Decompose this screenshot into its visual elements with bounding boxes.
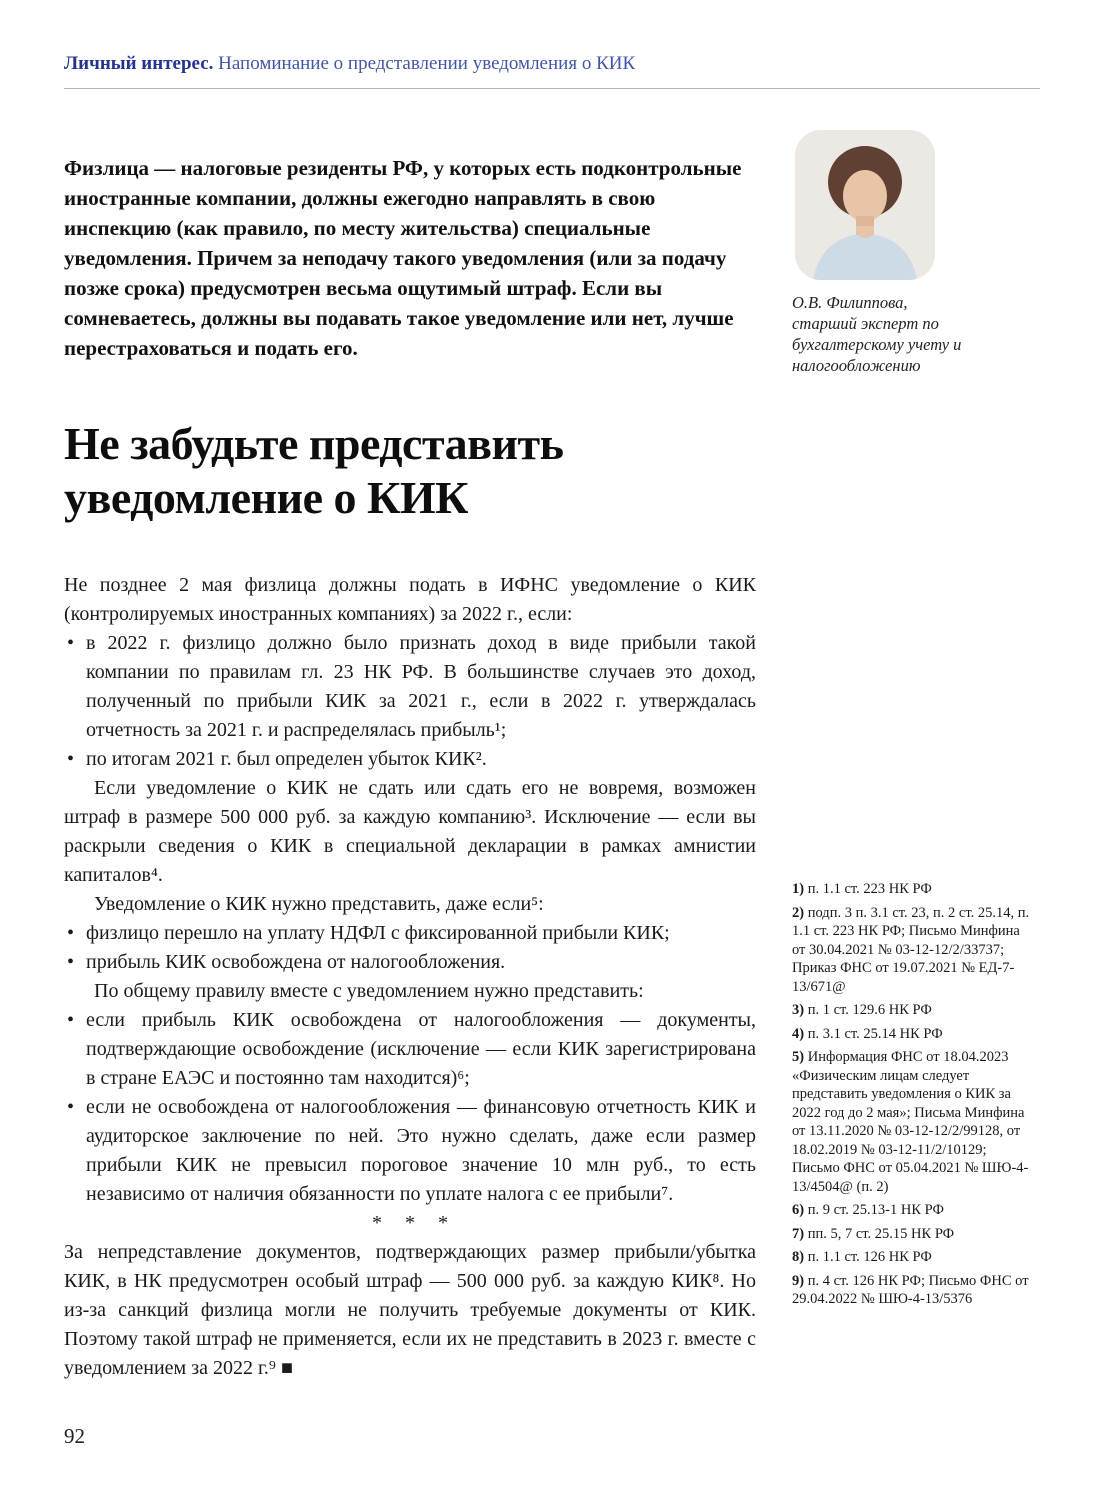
- footnote-text: п. 1.1 ст. 223 НК РФ: [807, 881, 932, 897]
- footnote-number: 7): [792, 1225, 805, 1242]
- footnote-text: п. 1 ст. 129.6 НК РФ: [807, 1002, 932, 1018]
- bullet-item: • если прибыль КИК освобождена от налогообложения — документы, подтверждающие освобождение (исключение — если КИК зарегистрирована в стране ЕАЭС и постоянно там находится)⁶;: [64, 1006, 756, 1093]
- bullet-list: [64, 629, 756, 774]
- section-separator: * * *: [372, 1212, 457, 1234]
- footnote: [792, 1048, 1034, 1196]
- article-title: Не забудьте представить уведомление о КИК: [64, 418, 564, 523]
- kicker-section-title: Личный интерес.: [64, 53, 214, 74]
- author-photo: [795, 130, 935, 280]
- footnote-number: 4): [792, 1025, 805, 1042]
- footnote-text: подп. 3 п. 3.1 ст. 23, п. 2 ст. 25.14, п. 1.1 ст. 223 НК РФ; Письмо Минфина от 30.04.2021 № 03-12-12/2/33737; Приказ ФНС от 19.07.2021 № ЕД-7-13/671@: [792, 904, 1030, 995]
- footnote: [792, 1001, 1034, 1020]
- footnote: [792, 1201, 1034, 1220]
- footnote-text: пп. 5, 7 ст. 25.15 НК РФ: [807, 1225, 955, 1242]
- footnote: [792, 1025, 1034, 1044]
- body-paragraph: Не позднее 2 мая физлица должны подать в ИФНС уведомление о КИК (контролируемых иностранных компаниях) за 2022 г., если:: [64, 574, 756, 625]
- bullet-item: • по итогам 2021 г. был определен убыток КИК².: [64, 745, 756, 774]
- header-divider: [64, 88, 1040, 89]
- bullet-list: [64, 919, 756, 977]
- author-name: О.В. Филиппова,: [792, 293, 908, 312]
- intro-paragraph: Физлица — налоговые резиденты РФ, у которых есть подконтрольные иностранные компании, должны ежегодно направлять в свою инспекцию (как правило, по месту жительства) специальные уведомления. Причем за неподачу такого уведомления (или за подачу позже срока) предусмотрен весьма ощутимый штраф. Если вы сомневаетесь, должны вы подавать такое уведомление или нет, лучше перестраховаться и подать его.: [64, 156, 742, 360]
- footnote: [792, 1225, 1034, 1244]
- footnote-text: п. 1.1 ст. 126 НК РФ: [807, 1249, 932, 1265]
- bullet-item: • прибыль КИК освобождена от налогообложения.: [64, 948, 756, 977]
- footnote-text: Информация ФНС от 18.04.2023 «Физическим лицам следует представить уведомления о КИК за 2022 год до 2 мая»; Письма Минфина от 13.11.2020 № 03-12-12/2/99128, от 18.02.2019 № 03-12-11/2/10129; Письмо ФНС от 05.04.2021 № ШЮ-4-13/4504@ (п. 2): [792, 1049, 1029, 1195]
- kicker-subtitle: Напоминание о представлении уведомления о КИК: [218, 53, 636, 74]
- bullet-list: [64, 1006, 756, 1209]
- main-column: [64, 132, 756, 1383]
- footnote-number: 6): [792, 1202, 805, 1218]
- body-paragraph: Если уведомление о КИК не сдать или сдать его не вовремя, возможен штраф в размере 500 000 руб. за каждую компанию³. Исключение — если вы раскрыли сведения о КИК в специальной декларации в рамках амнистии капиталов⁴.: [64, 777, 756, 886]
- footnote-number: 2): [792, 904, 805, 921]
- footnote: [792, 904, 1034, 997]
- body-paragraph: Уведомление о КИК нужно представить, даже если⁵:: [94, 893, 544, 915]
- footnote-number: 3): [792, 1002, 805, 1018]
- footnote-number: 8): [792, 1249, 805, 1265]
- footnote-number: 5): [792, 1049, 805, 1065]
- footnote-text: п. 3.1 ст. 25.14 НК РФ: [807, 1025, 943, 1042]
- bullet-item: • в 2022 г. физлицо должно было признать доход в виде прибыли такой компании по правилам гл. 23 НК РФ. В большинстве случаев это доход, полученный по прибыли КИК за 2021 г., если в 2022 г. утверждалась отчетность за 2021 г. и распределялась прибыль¹;: [64, 629, 756, 745]
- page-number: 92: [64, 1424, 85, 1448]
- page-kicker: [64, 52, 1040, 76]
- article-body: [64, 571, 756, 1383]
- footnote: [792, 1272, 1034, 1309]
- footnote-number: 9): [792, 1272, 805, 1289]
- bullet-item: • физлицо перешло на уплату НДФЛ с фиксированной прибыли КИК;: [64, 919, 756, 948]
- footnote: [792, 1248, 1034, 1267]
- body-paragraph: За непредставление документов, подтверждающих размер прибыли/убытка КИК, в НК предусмотрен особый штраф — 500 000 руб. за каждую КИК⁸. Но из-за санкций физлица могли не получить требуемые документы от КИК. Поэтому такой штраф не применяется, если их не представить в 2023 г. вместе с уведомлением за 2022 г.⁹ ■: [64, 1241, 756, 1379]
- author-caption: [792, 292, 1017, 376]
- author-role: старший эксперт по бухгалтерскому учету и налогообложению: [792, 314, 962, 375]
- footnote: [792, 880, 1034, 899]
- footnotes-column: [792, 880, 1034, 1314]
- footnote-text: п. 4 ст. 126 НК РФ; Письмо ФНС от 29.04.2022 № ШЮ-4-13/5376: [792, 1272, 1029, 1307]
- footnote-number: 1): [792, 881, 805, 897]
- footnote-text: п. 9 ст. 25.13-1 НК РФ: [807, 1202, 944, 1218]
- bullet-item: • если не освобождена от налогообложения — финансовую отчетность КИК и аудиторское заключение по ней. Это нужно сделать, даже если размер прибыли КИК не превысил пороговое значение 10 млн руб., то есть независимо от наличия обязанности по уплате налога с ее прибыли⁷.: [64, 1093, 756, 1209]
- author-portrait-illustration: [795, 130, 935, 280]
- body-paragraph: По общему правилу вместе с уведомлением нужно представить:: [94, 980, 644, 1002]
